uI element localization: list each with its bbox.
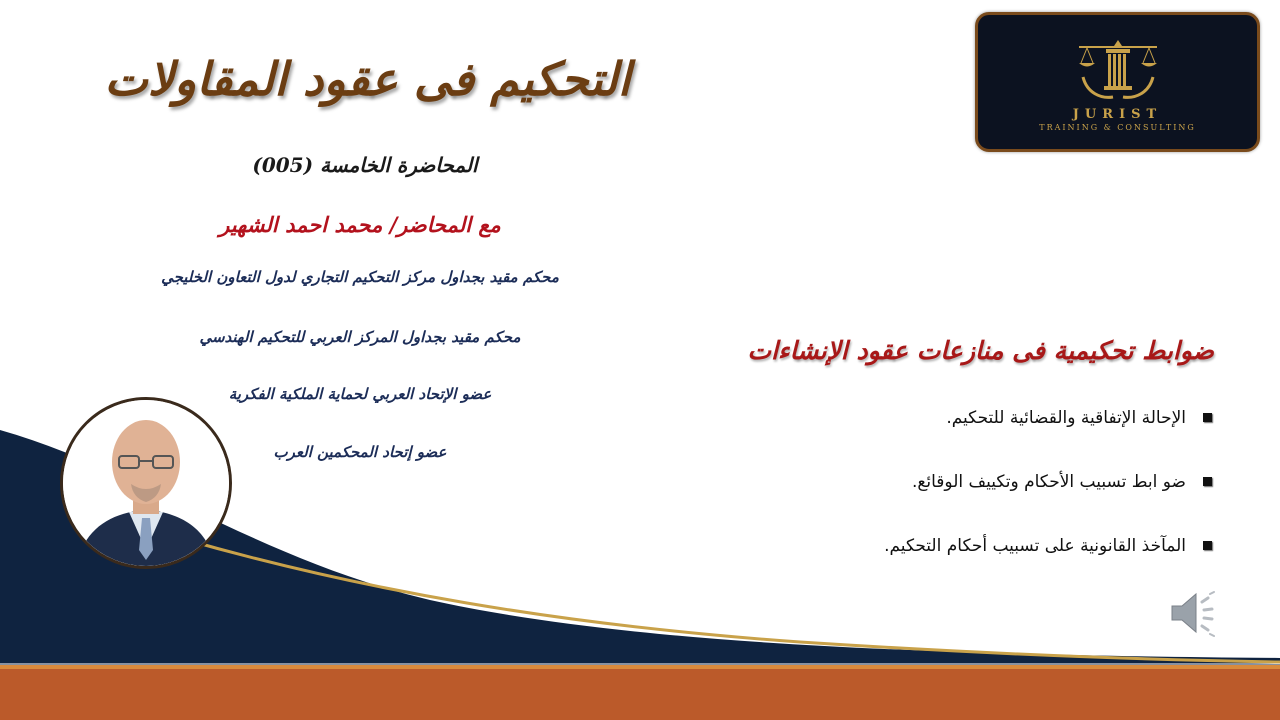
bullet-item xyxy=(734,468,1214,532)
credential-3: عضو الإتحاد العربي لحماية الملكية الفكرية xyxy=(228,385,492,403)
lecturer-photo xyxy=(60,397,232,569)
orange-footer-band xyxy=(0,668,1280,720)
lecture-number: المحاضرة الخامسة (005) xyxy=(252,153,478,177)
bullet-item xyxy=(734,404,1214,468)
jurist-logo xyxy=(975,12,1260,152)
slide-title: التحكيم فى عقود المقاولات xyxy=(104,52,631,106)
scales-of-justice-pillar-icon xyxy=(1073,37,1163,105)
bullet-text: ضو ابط تسبيب الأحكام وتكييف الوقائع. xyxy=(911,472,1186,492)
bullet-square-icon xyxy=(1203,477,1212,486)
bullet-text: المآخذ القانونية على تسبيب أحكام التحكيم. xyxy=(884,536,1186,556)
logo-tagline: TRAINING & CONSULTING xyxy=(1039,123,1196,132)
bullet-item xyxy=(734,532,1214,596)
credential-4: عضو إتحاد المحكمين العرب xyxy=(273,443,447,461)
lecturer-name: مع المحاضر/ محمد احمد الشهير xyxy=(219,212,501,237)
speaker-icon[interactable] xyxy=(1166,588,1222,638)
section-title: ضوابط تحكيمية فى منازعات عقود الإنشاءات xyxy=(747,336,1214,365)
bullet-list xyxy=(734,404,1214,596)
credential-1: محكم مقيد بجداول مركز التحكيم التجاري لدول التعاون الخليجي xyxy=(161,268,559,286)
credential-2: محكم مقيد بجداول المركز العربي للتحكيم الهندسي xyxy=(199,328,521,346)
bullet-square-icon xyxy=(1203,413,1212,422)
bullet-square-icon xyxy=(1203,541,1212,550)
bullet-text: الإحالة الإتفاقية والقضائية للتحكيم. xyxy=(946,408,1186,428)
logo-name: JURIST xyxy=(1072,107,1163,122)
lecturer-portrait xyxy=(63,400,229,566)
